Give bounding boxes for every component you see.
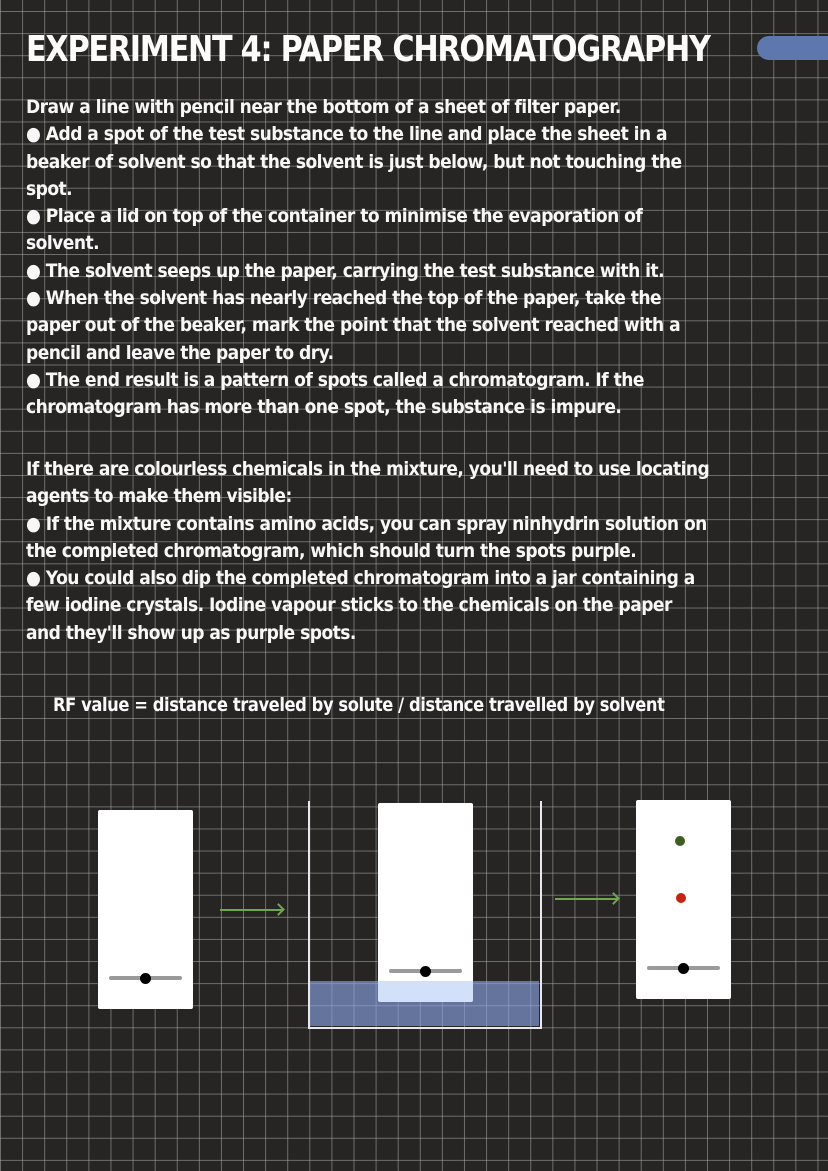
locating-line: ● You could also dip the completed chromatogram into a jar containing a bbox=[26, 567, 695, 590]
sample-spot bbox=[678, 963, 689, 974]
filter-paper-step2 bbox=[378, 803, 473, 981]
method-line: spot. bbox=[26, 177, 73, 200]
locating-line: and they'll show up as purple spots. bbox=[26, 621, 356, 644]
method-line: ● The solvent seeps up the paper, carrying the test substance with it. bbox=[26, 259, 665, 282]
method-line: solvent. bbox=[26, 232, 100, 255]
locating-line: agents to make them visible: bbox=[26, 485, 292, 508]
method-line: pencil and leave the paper to dry. bbox=[26, 341, 334, 364]
method-line: ● Place a lid on top of the container to minimise the evaporation of bbox=[26, 205, 643, 228]
green-spot bbox=[675, 836, 685, 846]
method-line: chromatogram has more than one spot, the substance is impure. bbox=[26, 396, 622, 419]
locating-line: If there are colourless chemicals in the mixture, you'll need to use locating bbox=[26, 458, 710, 480]
method-section bbox=[26, 94, 826, 422]
locating-line: ● If the mixture contains amino acids, you can spray ninhydrin solution on bbox=[26, 512, 707, 535]
page-title: EXPERIMENT 4: PAPER CHROMATOGRAPHY bbox=[26, 29, 710, 70]
solvent-soaked-paper bbox=[378, 981, 473, 1002]
method-line: beaker of solvent so that the solvent is just below, but not touching the bbox=[26, 150, 682, 173]
method-line: ● Add a spot of the test substance to the line and place the sheet in a bbox=[26, 123, 668, 146]
method-line: Draw a line with pencil near the bottom of a sheet of filter paper. bbox=[26, 96, 621, 118]
sample-spot bbox=[420, 966, 431, 977]
arrow-icon bbox=[220, 909, 282, 911]
sample-spot bbox=[140, 973, 151, 984]
locating-agents-section bbox=[26, 456, 826, 647]
locating-line: few iodine crystals. Iodine vapour sticks to the chemicals on the paper bbox=[26, 594, 672, 617]
method-line: ● The end result is a pattern of spots called a chromatogram. If the bbox=[26, 368, 644, 391]
title-highlight-bar bbox=[757, 36, 828, 60]
red-spot bbox=[676, 893, 686, 903]
method-line: paper out of the beaker, mark the point that the solvent reached with a bbox=[26, 314, 681, 337]
locating-line: the completed chromatogram, which should turn the spots purple. bbox=[26, 539, 637, 562]
method-line: ● When the solvent has nearly reached the top of the paper, take the bbox=[26, 287, 662, 310]
arrow-icon bbox=[555, 898, 617, 900]
rf-formula: RF value = distance traveled by solute / distance travelled by solvent bbox=[53, 694, 665, 716]
